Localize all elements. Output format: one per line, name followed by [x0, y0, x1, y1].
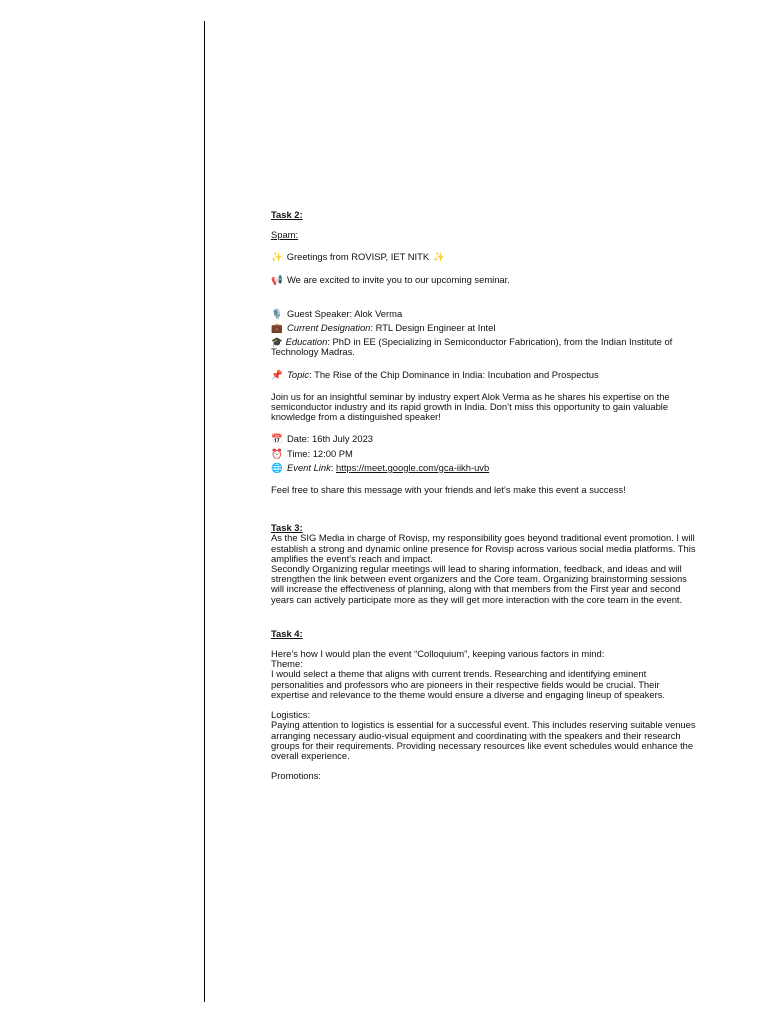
pushpin-icon: 📌: [271, 368, 283, 380]
event-link-separator: :: [330, 461, 336, 473]
microphone-icon: 🎙️: [271, 307, 283, 319]
topic-line: [271, 370, 696, 380]
invite-text: We are excited to invite you to our upcoming seminar.: [287, 273, 510, 285]
briefcase-icon: 💼: [271, 322, 283, 334]
task3-paragraph-1: As the SIG Media in charge of Rovisp, my responsibility goes beyond traditional event promotion. I will establish a strong and dynamic online presence for Rovisp across various social media platforms. This amplifies the event’s reach and impact.: [271, 532, 696, 564]
sparkles-icon: ✨: [433, 251, 445, 263]
topic-value: : The Rise of the Chip Dominance in India: Incubation and Prospectus: [309, 368, 599, 380]
task4-heading: Task 4:: [271, 627, 303, 639]
graduation-cap-icon: 🎓: [271, 336, 283, 348]
event-link-label: Event Link: [287, 461, 331, 473]
promotions-label: Promotions:: [271, 770, 322, 782]
share-text: Feel free to share this message with your friends and let’s make this event a success!: [271, 484, 626, 496]
education-value: : PhD in EE (Specializing in Semiconductor Fabrication), from the Indian Institute of Technology Madras.: [271, 336, 673, 358]
alarm-clock-icon: ⏰: [271, 447, 283, 459]
globe-icon: 🌐: [271, 461, 283, 473]
guest-speaker-text: Guest Speaker: Alok Verma: [287, 307, 403, 319]
greeting-line: [271, 252, 696, 262]
event-link[interactable]: https://meet.google.com/gca-iikh-uvb: [336, 461, 490, 473]
task2-heading: Task 2:: [271, 209, 303, 220]
task3-heading: Task 3:: [271, 522, 303, 534]
education-line: [271, 337, 696, 357]
theme-label: Theme:: [271, 658, 303, 670]
event-link-line: [271, 463, 696, 473]
document-body: [271, 210, 696, 781]
greeting-text: Greetings from ROVISP, IET NITK: [286, 251, 430, 263]
date-text: Date: 16th July 2023: [287, 433, 373, 445]
task4-intro: Here’s how I would plan the event “Colloquium”, keeping various factors in mind:: [271, 648, 605, 660]
logistics-label: Logistics:: [271, 709, 311, 721]
sparkles-icon: ✨: [271, 251, 283, 263]
education-label: Education: [285, 336, 328, 348]
designation-value: : RTL Design Engineer at Intel: [370, 322, 496, 334]
invite-line: [271, 275, 696, 285]
designation-line: [271, 323, 696, 333]
calendar-icon: 📅: [271, 433, 283, 445]
guest-speaker-line: [271, 309, 696, 319]
theme-text: I would select a theme that aligns with current trends. Researching and identifying eminent personalities and professors who are pioneers in their respective fields would be crucial. Their expertise and relevance to the theme would ensure a diverse and engaging lineup of speakers.: [271, 668, 666, 700]
spam-label: Spam:: [271, 229, 299, 241]
megaphone-icon: 📢: [271, 273, 283, 285]
intro-paragraph: Join us for an insightful seminar by industry expert Alok Verma as he shares his expertise on the semiconductor industry and its rapid growth in India. Don’t miss this opportunity to gain valuable knowledge from a distinguished speaker!: [271, 390, 670, 423]
left-margin-line: [204, 21, 205, 1002]
designation-label: Current Designation: [287, 322, 371, 334]
task3-paragraph-2: Secondly Organizing regular meetings will lead to sharing information, feedback, and ideas and will strengthen the link between event organizers and the Core team. Organizing brainstorming sessions will increase the effectiveness of planning, along with that members from the First year and second years can actively participate more as they will get more interaction with the core team in the event.: [271, 563, 687, 605]
time-text: Time: 12:00 PM: [287, 447, 353, 459]
topic-label: Topic: [287, 368, 310, 380]
date-line: [271, 434, 696, 444]
logistics-text: Paying attention to logistics is essential for a successful event. This includes reserving suitable venues arranging necessary audio-visual equipment and coordinating with the speakers and their research groups for their requirements. Providing necessary resources like event schedules would enhance the overall experience.: [271, 719, 696, 761]
time-line: [271, 449, 696, 459]
